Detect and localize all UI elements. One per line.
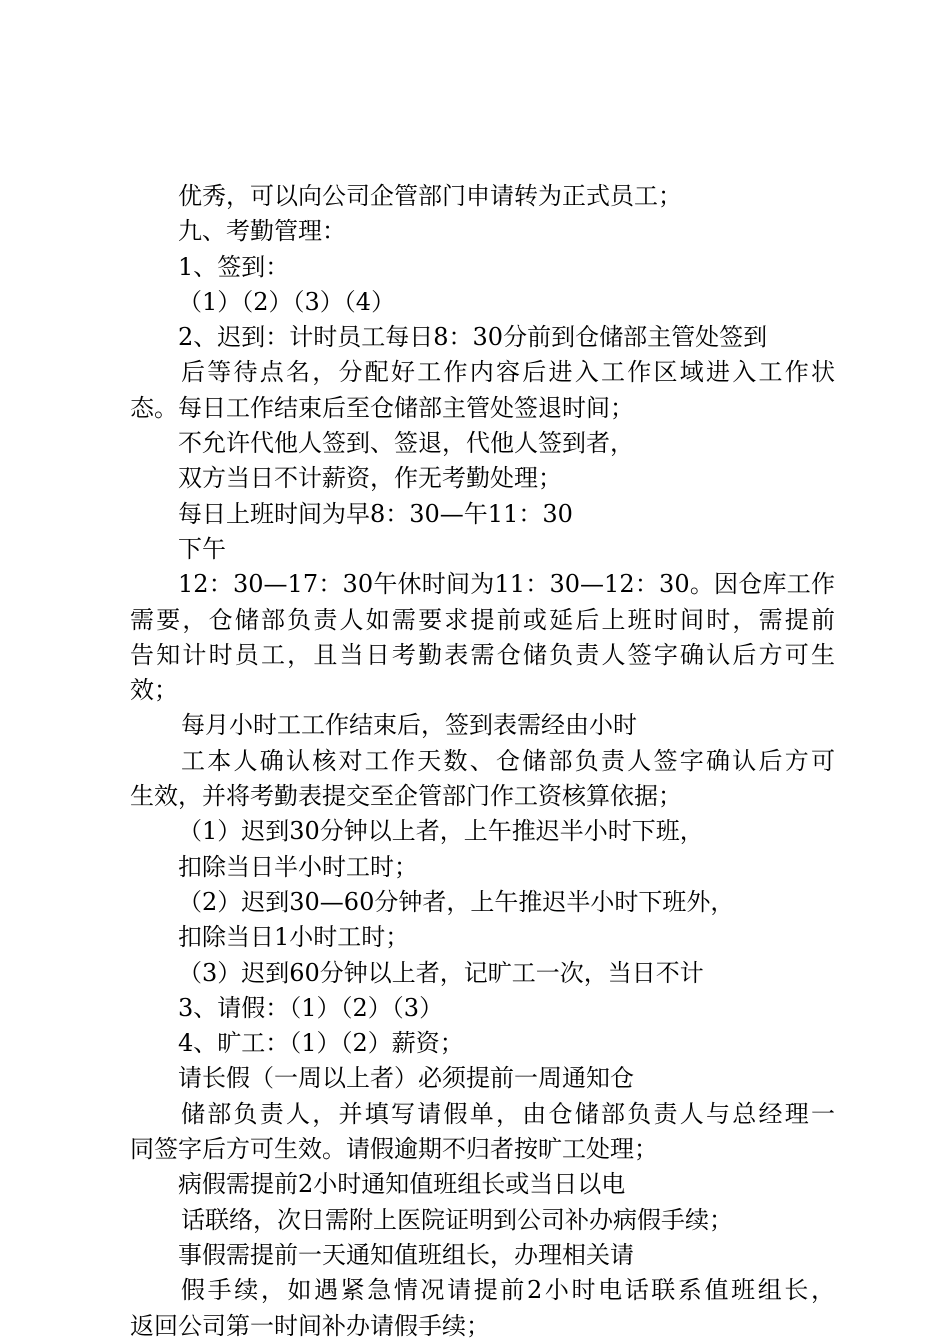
document-body [130, 179, 835, 1344]
text-line: 每月小时工工作结束后，签到表需经由小时 [181, 711, 637, 740]
text-line: 每日上班时间为早8：30—午11：30 [178, 499, 573, 528]
text-line: 事假需提前一天通知值班组长，办理相关请 [178, 1240, 634, 1269]
text-line: 扣除当日1小时工时； [178, 923, 410, 952]
text-line: 假手续，如遇紧急情况请提前2小时电话联系值班组长， [181, 1276, 835, 1305]
text-line: 4、旷工：（1）（2）薪资； [178, 1029, 464, 1058]
text-line: 返回公司第一时间补办请假手续； [130, 1311, 490, 1340]
text-line: 请长假（一周以上者）必须提前一周通知仓 [178, 1064, 634, 1093]
text-line: 12：30—17：30午休时间为11：30—12：30。因仓库工作 [178, 570, 835, 599]
text-line: 3、请假：（1）（2）（3） [178, 993, 444, 1022]
text-line: 储部负责人，并填写请假单，由仓储部负责人与总经理一 [181, 1099, 835, 1128]
text-line: 1、签到： [178, 252, 290, 281]
text-line: 同签字后方可生效。请假逾期不归者按旷工处理； [130, 1135, 658, 1164]
text-line: 态。每日工作结束后至仓储部主管处签退时间； [130, 393, 634, 422]
text-line: 工本人确认核对工作天数、仓储部负责人签字确认后方可 [181, 746, 835, 775]
text-line: 不允许代他人签到、签退，代他人签到者， [178, 429, 634, 458]
text-line: 告知计时员工，且当日考勤表需仓储负责人签字确认后方可生 [130, 640, 835, 669]
text-line: 优秀，可以向公司企管部门申请转为正式员工； [178, 182, 682, 210]
text-line: 2、迟到：计时员工每日8：30分前到仓储部主管处签到 [178, 323, 768, 352]
text-line: 效； [130, 676, 178, 705]
text-line: 话联络，次日需附上医院证明到公司补办病假手续； [181, 1205, 733, 1234]
text-line: 病假需提前2小时通知值班组长或当日以电 [178, 1170, 626, 1199]
text-line: 后等待点名，分配好工作内容后进入工作区域进入工作状 [181, 358, 835, 387]
text-line: 扣除当日半小时工时； [178, 852, 418, 881]
section-heading: 九、考勤管理： [178, 217, 346, 246]
text-line: （1）迟到30分钟以上者，上午推迟半小时下班， [178, 817, 704, 846]
text-line: 需要，仓储部负责人如需要求提前或延后上班时间时，需提前 [130, 605, 835, 634]
text-line: （2）迟到30—60分钟者，上午推迟半小时下班外， [178, 887, 735, 916]
text-line: 生效，并将考勤表提交至企管部门作工资核算依据； [130, 782, 682, 811]
text-line: （1）（2）（3）（4） [178, 287, 396, 316]
text-line: 下午 [178, 534, 226, 563]
text-line: 双方当日不计薪资，作无考勤处理； [178, 464, 562, 493]
text-line: （3）迟到60分钟以上者，记旷工一次，当日不计 [178, 958, 704, 987]
